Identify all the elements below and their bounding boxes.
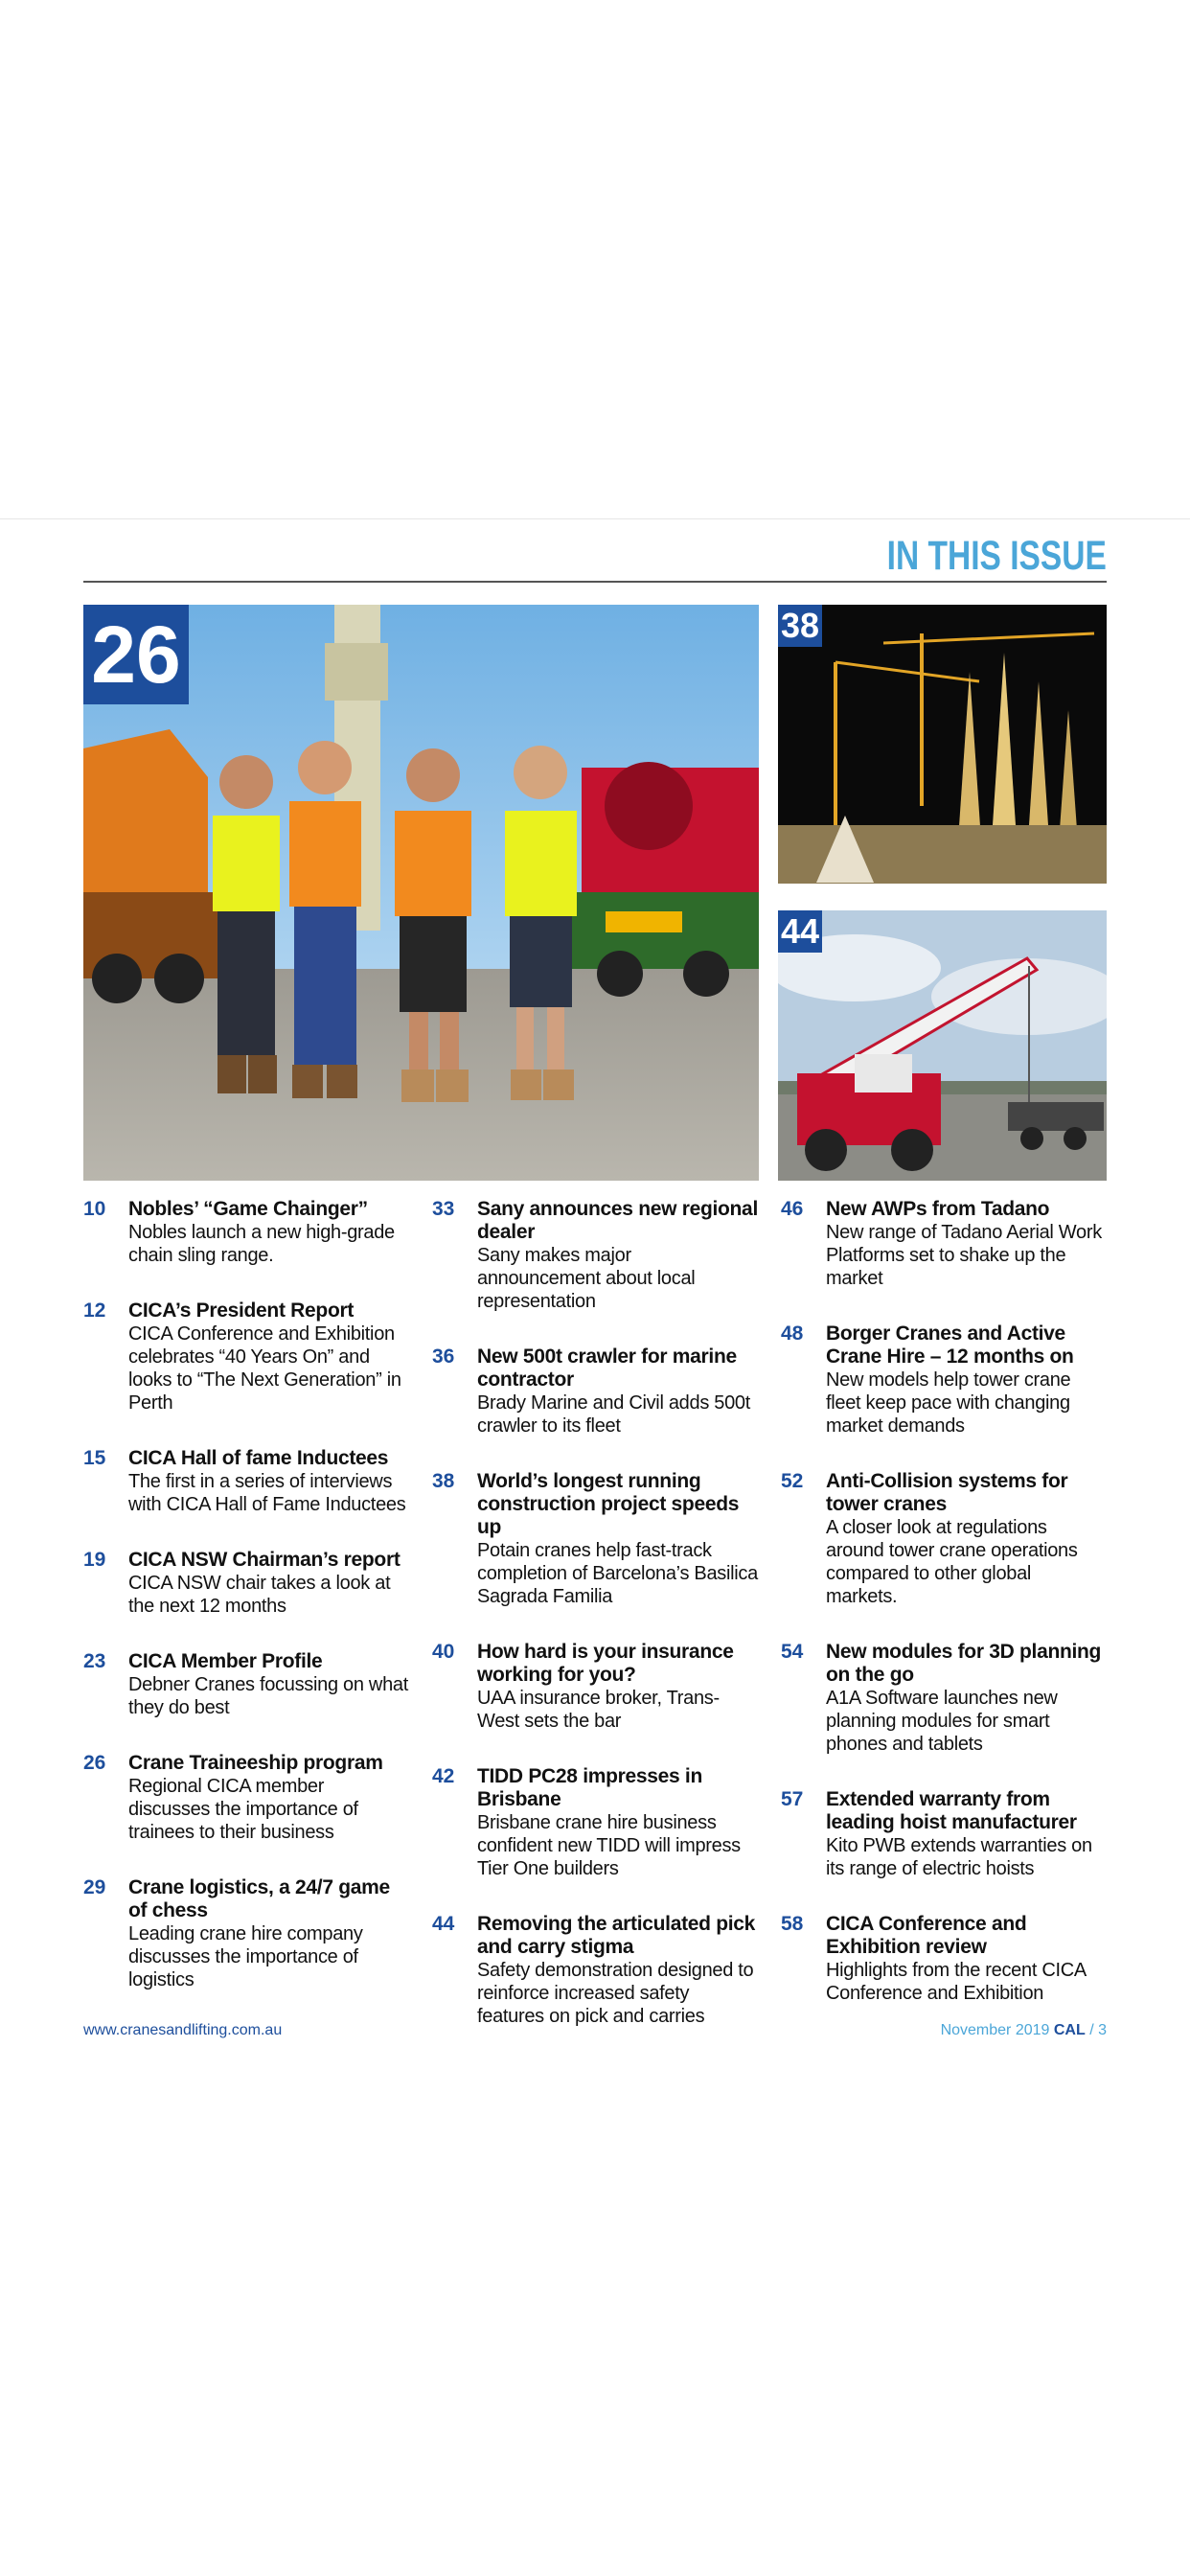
item-title: Borger Cranes and Active Crane Hire – 12 months on	[826, 1322, 1074, 1368]
sagrada-familia-photo[interactable]	[778, 605, 1107, 884]
item-description: Kito PWB extends warranties on its range of electric hoists	[826, 1835, 1092, 1879]
item-title: Sany announces new regional dealer	[477, 1198, 758, 1243]
contents-item[interactable]	[781, 1788, 1107, 1880]
main-photo[interactable]	[83, 605, 759, 1181]
item-description: Brisbane crane hire business confident new TIDD will impress Tier One builders	[477, 1812, 741, 1879]
contents-item[interactable]	[432, 1765, 758, 1880]
item-page-number: 33	[432, 1198, 455, 1220]
contents-item[interactable]	[83, 1876, 409, 1991]
item-description: Debner Cranes focussing on what they do best	[128, 1674, 408, 1718]
top-divider	[0, 518, 1190, 519]
contents-column-1	[83, 1198, 409, 2024]
item-description: CICA Conference and Exhibition celebrates “40 Years On” and looks to “The Next Generation” in Perth	[128, 1323, 401, 1414]
item-title: New 500t crawler for marine contractor	[477, 1346, 737, 1391]
item-description: Leading crane hire company discusses the importance of logistics	[128, 1923, 363, 1990]
contents-item[interactable]	[432, 1641, 758, 1733]
item-description: Sany makes major announcement about local representation	[477, 1245, 696, 1312]
item-page-number: 26	[83, 1752, 106, 1774]
section-title: IN THIS ISSUE	[886, 533, 1107, 579]
item-page-number: 44	[432, 1913, 455, 1935]
item-title: New modules for 3D planning on the go	[826, 1641, 1102, 1686]
footer-issue-date: November 2019	[940, 2022, 1050, 2038]
item-description: Potain cranes help fast-track completion of Barcelona’s Basilica Sagrada Familia	[477, 1540, 758, 1607]
item-page-number: 15	[83, 1447, 106, 1469]
item-title: CICA’s President Report	[128, 1300, 355, 1322]
item-title: World’s longest running construction project speeds up	[477, 1470, 740, 1538]
footer-page-number: / 3	[1089, 2022, 1107, 2038]
item-page-number: 36	[432, 1346, 455, 1368]
contents-column-2	[432, 1198, 758, 2060]
item-page-number: 40	[432, 1641, 455, 1663]
contents-item[interactable]	[432, 1913, 758, 2028]
item-page-number: 10	[83, 1198, 106, 1220]
contents-item[interactable]	[781, 1913, 1107, 2005]
item-description: New models help tower crane fleet keep pace with changing market demands	[826, 1369, 1071, 1437]
night-cranes-image	[778, 605, 1107, 884]
item-page-number: 38	[432, 1470, 455, 1492]
contents-column-3	[781, 1198, 1107, 2037]
item-description: UAA insurance broker, Trans-West sets the bar	[477, 1688, 720, 1732]
item-description: Brady Marine and Civil adds 500t crawler to its fleet	[477, 1392, 750, 1437]
item-title: Crane Traineeship program	[128, 1752, 383, 1774]
red-crane-image	[778, 910, 1107, 1181]
contents-item[interactable]	[83, 1650, 409, 1719]
item-description: Regional CICA member discusses the importance of trainees to their business	[128, 1776, 358, 1843]
item-page-number: 48	[781, 1322, 804, 1345]
item-title: TIDD PC28 impresses in Brisbane	[477, 1765, 702, 1810]
item-title: CICA NSW Chairman’s report	[128, 1549, 400, 1571]
item-page-number: 29	[83, 1876, 106, 1898]
item-title: CICA Hall of fame Inductees	[128, 1447, 389, 1469]
item-page-number: 12	[83, 1300, 106, 1322]
item-description: Highlights from the recent CICA Conference and Exhibition	[826, 1960, 1086, 2004]
footer-issue-info	[941, 2022, 1107, 2039]
contents-item[interactable]	[83, 1549, 409, 1618]
item-page-number: 52	[781, 1470, 804, 1492]
contents-item[interactable]	[83, 1752, 409, 1844]
contents-item[interactable]	[83, 1300, 409, 1414]
contents-item[interactable]	[781, 1641, 1107, 1756]
item-title: Extended warranty from leading hoist manufacturer	[826, 1788, 1077, 1833]
footer-brand: CAL	[1053, 2022, 1086, 2038]
contents-item[interactable]	[781, 1470, 1107, 1608]
item-page-number: 54	[781, 1641, 804, 1663]
item-description: A closer look at regulations around tower crane operations compared to other global markets.	[826, 1517, 1078, 1607]
sagrada-photo-page-badge: 38	[778, 605, 822, 647]
item-page-number: 58	[781, 1913, 804, 1935]
item-title: Removing the articulated pick and carry stigma	[477, 1913, 756, 1958]
item-page-number: 57	[781, 1788, 804, 1810]
item-description: A1A Software launches new planning modules for smart phones and tablets	[826, 1688, 1058, 1755]
contents-item[interactable]	[432, 1346, 758, 1438]
pick-carry-photo-page-badge: 44	[778, 910, 822, 953]
item-title: Crane logistics, a 24/7 game of chess	[128, 1876, 390, 1921]
contents-item[interactable]	[432, 1470, 758, 1608]
item-description: Nobles launch a new high-grade chain sling range.	[128, 1222, 395, 1266]
contents-item[interactable]	[83, 1447, 409, 1516]
item-page-number: 42	[432, 1765, 455, 1787]
item-page-number: 23	[83, 1650, 106, 1672]
item-description: The first in a series of interviews with CICA Hall of Fame Inductees	[128, 1471, 406, 1515]
item-title: Anti-Collision systems for tower cranes	[826, 1470, 1068, 1515]
contents-item[interactable]	[83, 1198, 409, 1267]
item-title: CICA Member Profile	[128, 1650, 323, 1672]
item-description: Safety demonstration designed to reinforce increased safety features on pick and carries	[477, 1960, 754, 2027]
title-rule	[83, 581, 1107, 583]
item-title: CICA Conference and Exhibition review	[826, 1913, 1027, 1958]
item-page-number: 46	[781, 1198, 804, 1220]
item-description: CICA NSW chair takes a look at the next 12 months	[128, 1573, 391, 1617]
footer-website-link[interactable]: www.cranesandlifting.com.au	[83, 2022, 283, 2038]
item-title: How hard is your insurance working for you?	[477, 1641, 734, 1686]
main-photo-page-badge: 26	[83, 605, 189, 704]
item-description: New range of Tadano Aerial Work Platforms set to shake up the market	[826, 1222, 1102, 1289]
contents-item[interactable]	[781, 1322, 1107, 1438]
contents-item[interactable]	[781, 1198, 1107, 1290]
item-title: Nobles’ “Game Chainger”	[128, 1198, 368, 1220]
item-page-number: 19	[83, 1549, 106, 1571]
contents-item[interactable]	[432, 1198, 758, 1313]
pick-and-carry-photo[interactable]	[778, 910, 1107, 1181]
item-title: New AWPs from Tadano	[826, 1198, 1050, 1220]
